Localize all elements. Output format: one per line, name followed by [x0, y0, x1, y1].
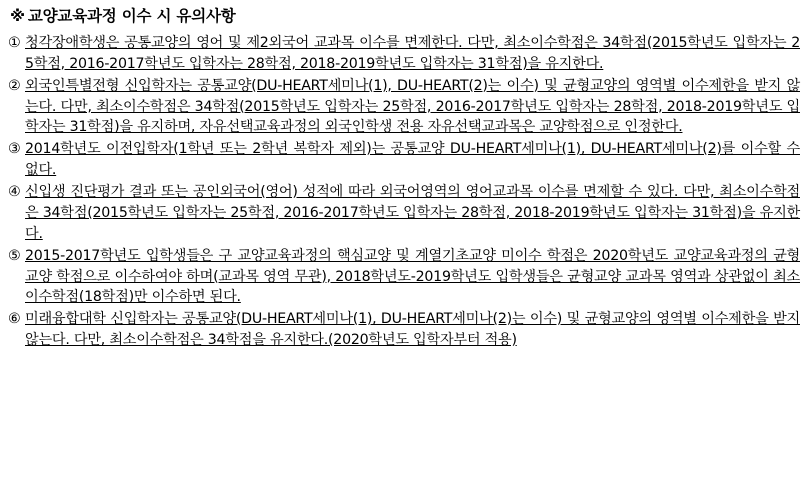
list-item — [8, 139, 800, 181]
list-item-number: ④ — [8, 184, 21, 201]
list-item-text: 미래융합대학 신입학자는 공통교양(DU-HEART세미나(1), DU-HEART세미나(2)는 이수) 및 균형교양의 영역별 이수제한을 받지 않는다. 다만, 최소이수학점은 34학점을 유지한다.(2020학년도 입학자부터 적용) — [25, 311, 800, 349]
list-item — [8, 246, 800, 309]
list-item — [8, 76, 800, 139]
list-item-number: ① — [8, 34, 21, 51]
notice-list — [8, 33, 800, 351]
list-item-text: 외국인특별전형 신입학자는 공통교양(DU-HEART세미나(1), DU-HEART(2)는 이수) 및 균형교양의 영역별 이수제한을 받지 않는다. 다만, 최소이수학점은 34학점(2015학년도 입학자는 25학점, 2016-2017학년도 입학자는 28학점, 2018-2019학년도 입학자는 31학점)을 유지하며, 자유선택교육과정의 외국인학생 전용 자유선택교과목은 교양학점으로 인정한다. — [25, 77, 800, 136]
list-item-number: ② — [8, 77, 21, 94]
list-item-text: 신입생 진단평가 결과 또는 공인외국어(영어) 성적에 따라 외국어영역의 영어교과목 이수를 면제할 수 있다. 다만, 최소이수학점은 34학점(2015학년도 입학자는 25학점, 2016-2017학년도 입학자는 28학점, 2018-2019학년도 입학자는 31학점)을 유지한다. — [25, 184, 800, 242]
list-item-number: ⑤ — [8, 247, 21, 264]
page-title — [10, 6, 800, 27]
list-item-number: ⑥ — [8, 311, 21, 328]
list-item-text: 2015-2017학년도 입학생들은 구 교양교육과정의 핵심교양 및 계열기초교양 미이수 학점은 2020학년도 교양교육과정의 균형교양 학점으로 이수하여야 하며(교과목 영역 무관), 2018학년도-2019학년도 입학생들은 균형교양 교과목 영역과 상관없이 최소이수학점(18학점)만 이수하면 된다. — [25, 247, 800, 306]
list-item-text: 청각장애학생은 공통교양의 영어 및 제2외국어 교과목 이수를 면제한다. 다만, 최소이수학점은 34학점(2015학년도 입학자는 25학점, 2016-2017학년도 입학자는 28학점, 2018-2019학년도 입학자는 31학점)을 유지한다. — [25, 34, 800, 72]
list-item-text: 2014학년도 이전입학자(1학년 또는 2학년 복학자 제외)는 공통교양 DU-HEART세미나(1), DU-HEART세미나(2)를 이수할 수 없다. — [25, 141, 800, 179]
page-title-text: 교양교육과정 이수 시 유의사항 — [27, 7, 236, 25]
list-item-number: ③ — [8, 141, 21, 158]
list-item — [8, 33, 800, 75]
list-item — [8, 182, 800, 245]
title-marker-icon: ※ — [10, 7, 25, 25]
list-item — [8, 309, 800, 351]
